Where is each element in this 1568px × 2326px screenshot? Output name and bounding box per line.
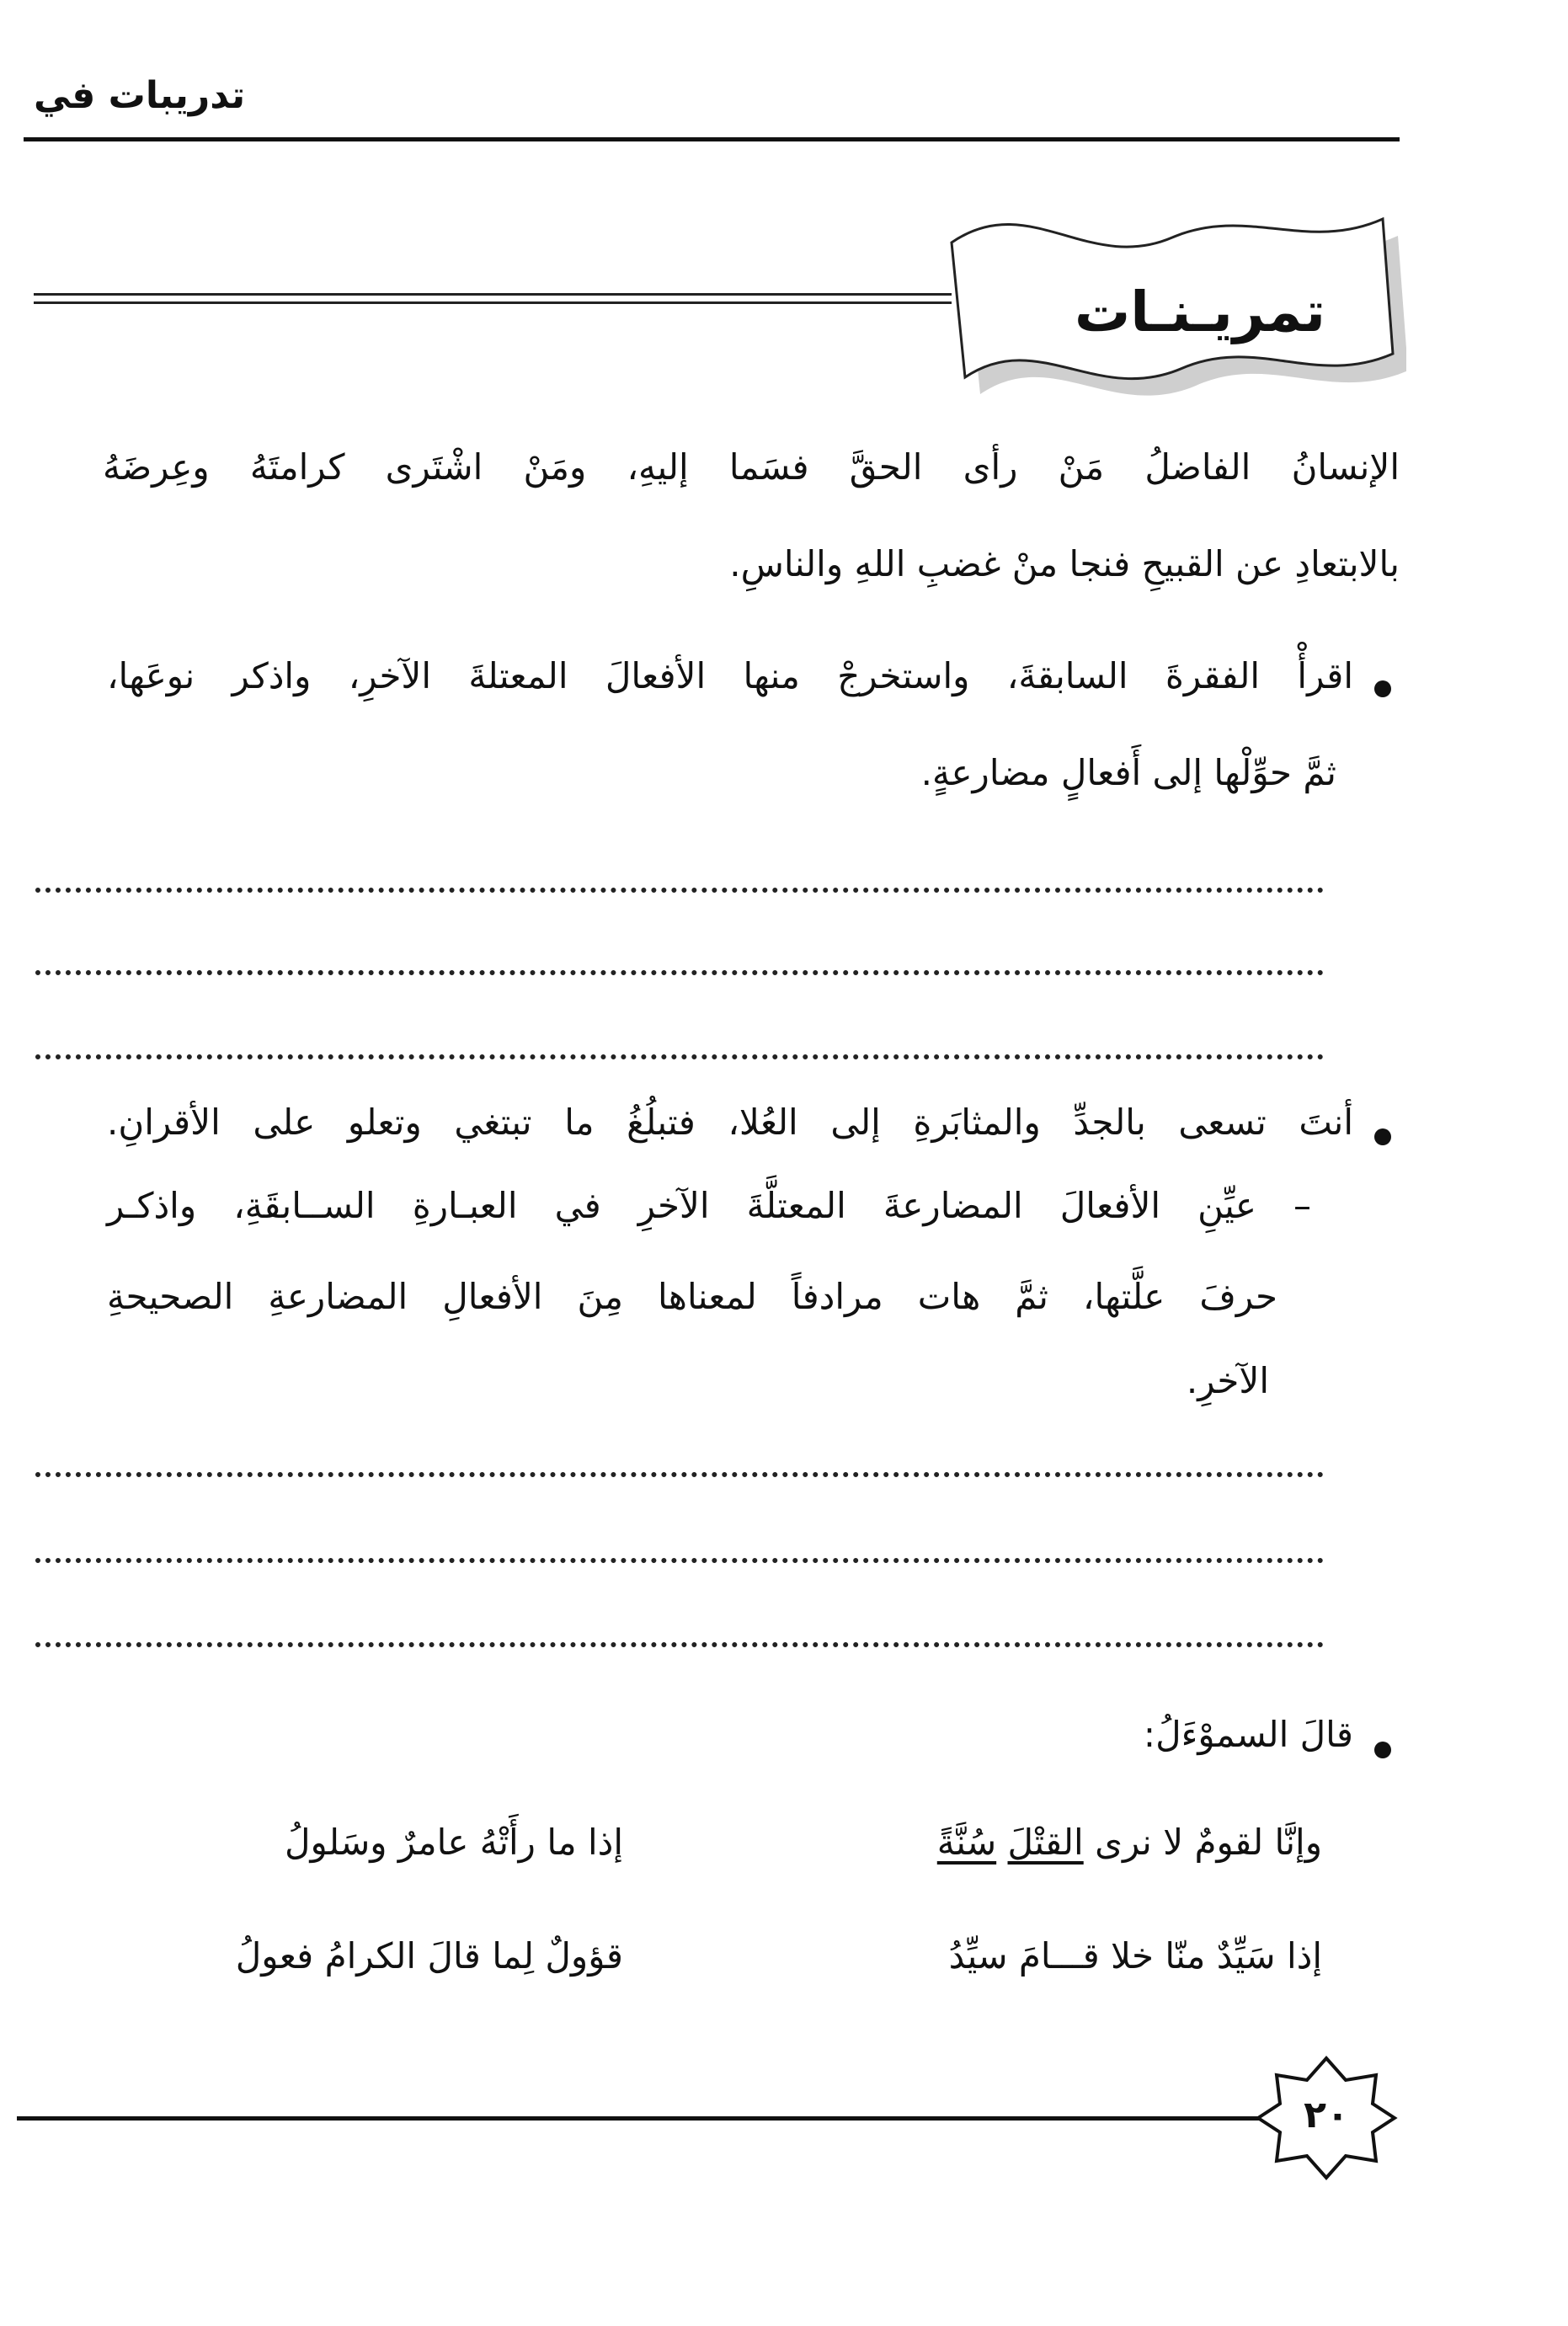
header-rule [24, 137, 1400, 141]
answer-line [35, 970, 1324, 975]
verse-1-second-hemistich: إذا ما رأَتْهُ عامرٌ وسَلولُ [284, 1822, 623, 1863]
page-number: ٢٠ [1304, 2094, 1349, 2137]
exercise-2-line-2: – عيِّنِ الأفعالَ المضارعةَ المعتلَّةَ الآخرِ في العبـارةِ الســابقَةِ، واذكـر [107, 1185, 1311, 1226]
exercise-1-line-1: اقرأْ الفقرةَ السابقةَ، واستخرجْ منها الأفعالَ المعتلةَ الآخرِ، واذكر نوعَها، [107, 655, 1353, 696]
header-title: تدريبات في [34, 74, 246, 117]
exercise-1-line-2: ثمَّ حوِّلْها إلى أَفعالٍ مضارعةٍ. [920, 752, 1336, 793]
exercises-banner [935, 202, 1406, 413]
exercise-2-line-1: أنتَ تسعى بالجدِّ والمثابَرةِ إلى العُلا، فتبلُغُ ما تبتغي وتعلو على الأقرانِ. [107, 1102, 1353, 1143]
answer-line [35, 1472, 1324, 1477]
answer-line [35, 888, 1324, 893]
exercise-2-line-4: الآخرِ. [1186, 1360, 1269, 1401]
bullet [1374, 1128, 1391, 1145]
answer-line [35, 1054, 1324, 1059]
bullet [1374, 680, 1391, 697]
passage-line-1: الإنسانُ الفاضلُ مَنْ رأى الحقَّ فسَما إليهِ، ومَنْ اشْتَرى كرامتَهُ وعِرضَهُ [103, 446, 1400, 488]
verse-2-first-hemistich: إذا سَيِّدٌ منّا خلا قـــامَ سيِّدُ [948, 1935, 1322, 1977]
banner-title: تمريـنـات [1074, 280, 1326, 344]
answer-line [35, 1642, 1324, 1647]
underlined-word: سُنَّةً [936, 1822, 997, 1863]
exercise-3-intro: قالَ السموْءَلُ: [1143, 1714, 1353, 1755]
verse-2-second-hemistich: قؤولٌ لِما قالَ الكرامُ فعولُ [235, 1935, 623, 1977]
exercise-2-line-3: حرفَ علَّتها، ثمَّ هات مرادفاً لمعناها مِنَ الأفعالِ المضارعةِ الصحيحةِ [107, 1276, 1277, 1317]
verse-1-first-hemistich: وإنَّا لقومٌ لا نرى القتْلَ سُنَّةً [936, 1822, 1322, 1863]
footer-rule [17, 2116, 1272, 2121]
page-number-badge [1255, 2055, 1398, 2181]
answer-line [35, 1558, 1324, 1563]
banner-rule [34, 293, 952, 310]
bullet [1374, 1742, 1391, 1758]
underlined-word: القتْلَ [1007, 1822, 1084, 1863]
passage-line-2: بالابتعادِ عن القبيحِ فنجا منْ غضبِ اللهِ والناسِ. [729, 543, 1400, 584]
